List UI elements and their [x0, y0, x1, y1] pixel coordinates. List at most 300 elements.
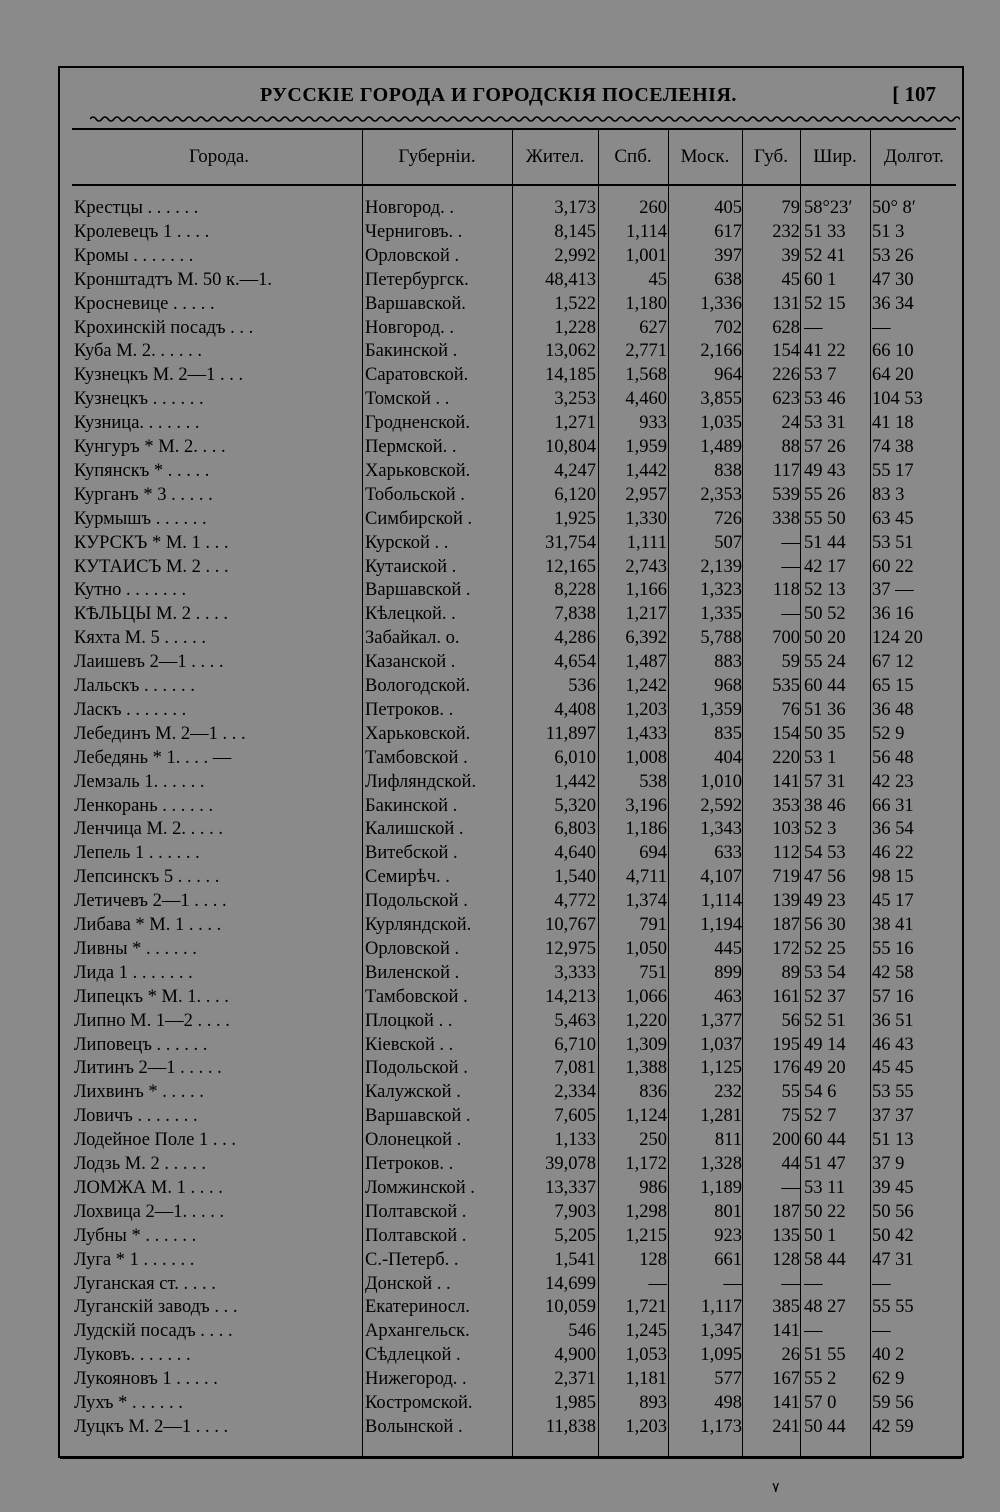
latitude-cell: —	[804, 317, 823, 338]
col-header-gub: Губерніи.	[398, 146, 476, 167]
col-header-msk: Моск.	[680, 146, 730, 167]
dist-moscow-cell: 507	[714, 532, 742, 553]
latitude-cell: 55 2	[804, 1369, 837, 1390]
gubernia-cell: Плоцкой . .	[365, 1010, 453, 1031]
city-name-cell: Купянскъ * . . . . .	[74, 460, 210, 481]
gubernia-cell: Орловской .	[365, 938, 460, 959]
dist-spb-cell: 933	[639, 413, 667, 434]
latitude-cell: 49 14	[804, 1034, 846, 1055]
dist-spb-cell: 1,220	[625, 1010, 667, 1031]
latitude-cell: 60 1	[804, 269, 837, 290]
dist-spb-cell: 694	[639, 843, 667, 864]
latitude-cell: 53 46	[804, 389, 846, 410]
table-row	[60, 746, 960, 770]
longitude-cell: 51 3	[872, 221, 905, 242]
longitude-cell: 60 22	[872, 556, 914, 577]
gubernia-cell: Саратовской.	[365, 365, 469, 386]
population-cell: 48,413	[545, 269, 596, 290]
table-row	[60, 531, 960, 555]
gubernia-cell: Калишской .	[365, 819, 464, 840]
table-row	[60, 1319, 960, 1343]
dist-moscow-cell: 1,189	[700, 1177, 742, 1198]
table-row	[60, 650, 960, 674]
gubernia-cell: Варшавской .	[365, 580, 471, 601]
dist-gub-cell: 56	[781, 1010, 800, 1031]
city-name-cell: Лубны * . . . . . .	[74, 1225, 197, 1246]
latitude-cell: 52 37	[804, 986, 846, 1007]
city-name-cell: Лодзь М. 2 . . . . .	[74, 1154, 207, 1174]
population-cell: 1,540	[554, 867, 596, 888]
population-cell: 1,985	[554, 1393, 596, 1413]
dist-moscow-cell: 1,114	[701, 891, 742, 912]
gubernia-cell: Калужской .	[365, 1082, 461, 1103]
gubernia-cell: Тамбовской .	[365, 747, 468, 768]
table-row	[60, 889, 960, 913]
population-cell: 14,699	[545, 1273, 596, 1294]
dist-moscow-cell: 1,359	[700, 699, 742, 720]
city-name-cell: Ленкорань . . . . . .	[74, 795, 214, 816]
latitude-cell: 56 30	[804, 915, 846, 935]
dist-moscow-cell: 638	[714, 269, 742, 290]
city-name-cell: Ливны * . . . . . .	[74, 938, 197, 959]
longitude-cell: 83 3	[872, 484, 905, 505]
dist-gub-cell: 128	[772, 1249, 800, 1270]
gubernia-cell: Гродненской.	[365, 413, 470, 434]
dist-moscow-cell: 838	[714, 460, 742, 481]
dist-spb-cell: 260	[639, 198, 667, 218]
latitude-cell: 52 51	[804, 1010, 846, 1031]
population-cell: 4,640	[554, 843, 596, 864]
city-name-cell: Курганъ * 3 . . . . .	[74, 484, 213, 505]
longitude-cell: 37 9	[872, 1154, 905, 1174]
latitude-cell: 41 22	[804, 341, 846, 362]
dist-spb-cell: 1,203	[625, 699, 667, 720]
table-row	[60, 483, 960, 507]
longitude-cell: 124 20	[872, 628, 923, 649]
table-row	[60, 913, 960, 937]
longitude-cell: 53 26	[872, 245, 914, 266]
longitude-cell: 65 15	[872, 676, 914, 696]
gubernia-cell: Екатериносл.	[365, 1297, 470, 1318]
table-row	[60, 1152, 960, 1176]
dist-moscow-cell: 1,489	[700, 437, 742, 457]
dist-spb-cell: 1,066	[625, 986, 667, 1007]
dist-gub-cell: —	[781, 1273, 800, 1294]
latitude-cell: 51 36	[804, 699, 846, 720]
gubernia-cell: Курляндской.	[365, 915, 472, 935]
population-cell: 536	[568, 676, 596, 696]
dist-gub-cell: 195	[772, 1034, 800, 1055]
city-name-cell: КѢЛЬЦЫ М. 2 . . . .	[74, 604, 228, 625]
table-row	[60, 1391, 960, 1415]
dist-moscow-cell: 811	[714, 1130, 742, 1151]
dist-gub-cell: 44	[781, 1154, 800, 1174]
table-row	[60, 674, 960, 698]
gubernia-cell: Харьковской.	[365, 723, 471, 744]
latitude-cell: 50 1	[804, 1225, 837, 1246]
longitude-cell: 39 45	[872, 1177, 914, 1198]
longitude-cell: 66 31	[872, 795, 914, 816]
latitude-cell: 50 44	[804, 1416, 846, 1437]
city-name-cell: Луцкъ М. 2—1 . . . .	[74, 1416, 229, 1437]
population-cell: 2,334	[554, 1082, 596, 1103]
table-row	[60, 268, 960, 292]
latitude-cell: 49 23	[804, 891, 846, 912]
population-cell: 7,605	[554, 1106, 596, 1127]
table-row	[60, 1056, 960, 1080]
dist-spb-cell: 1,186	[625, 819, 667, 840]
page-title: РУССКІЕ ГОРОДА И ГОРОДСКІЯ ПОСЕЛЕНІЯ.	[260, 84, 737, 106]
latitude-cell: 50 22	[804, 1201, 846, 1222]
city-name-cell: Липецкъ * М. 1. . . .	[74, 986, 229, 1007]
gubernia-cell: Архангельск.	[365, 1321, 470, 1342]
dist-moscow-cell: 1,343	[700, 819, 742, 840]
population-cell: 39,078	[545, 1154, 596, 1174]
city-name-cell: Лохвица 2—1. . . . .	[74, 1201, 225, 1222]
table-row	[60, 722, 960, 746]
population-cell: 4,654	[554, 652, 596, 673]
dist-gub-cell: 103	[772, 819, 800, 840]
longitude-cell: 36 16	[872, 604, 914, 625]
dist-spb-cell: 1,442	[625, 460, 667, 481]
dist-gub-cell: 45	[781, 269, 800, 290]
latitude-cell: 52 3	[804, 819, 837, 840]
longitude-cell: 56 48	[872, 747, 914, 768]
dist-spb-cell: 1,172	[625, 1154, 667, 1174]
gubernia-cell: Витебской .	[365, 843, 458, 864]
latitude-cell: 53 54	[804, 962, 846, 983]
city-name-cell: Луганскій заводъ . . .	[74, 1297, 238, 1318]
table-row	[60, 459, 960, 483]
longitude-cell: 42 59	[872, 1416, 914, 1437]
table-row	[60, 770, 960, 794]
longitude-cell: 38 41	[872, 915, 914, 935]
table-row	[60, 1248, 960, 1272]
population-cell: 10,804	[545, 437, 596, 457]
longitude-cell: 63 45	[872, 508, 914, 529]
dist-moscow-cell: 883	[714, 652, 742, 673]
table-row	[60, 411, 960, 435]
dist-gub-cell: 141	[772, 1393, 800, 1413]
latitude-cell: 55 24	[804, 652, 846, 673]
dist-moscow-cell: 1,323	[700, 580, 742, 601]
population-cell: 10,767	[545, 915, 596, 935]
dist-spb-cell: 1,181	[625, 1369, 667, 1390]
city-name-cell: Лальскъ . . . . . .	[74, 676, 195, 696]
population-cell: 546	[568, 1321, 596, 1342]
population-cell: 12,975	[545, 938, 596, 959]
latitude-cell: 57 31	[804, 771, 846, 792]
dist-gub-cell: 139	[772, 891, 800, 912]
longitude-cell: 55 16	[872, 938, 914, 959]
gubernia-cell: Подольской .	[365, 891, 468, 912]
city-name-cell: Кузница. . . . . . .	[74, 413, 200, 434]
dist-spb-cell: 3,196	[625, 795, 667, 816]
dist-moscow-cell: 1,347	[700, 1321, 742, 1342]
dist-gub-cell: 141	[772, 771, 800, 792]
table-row	[60, 1295, 960, 1319]
dist-moscow-cell: 835	[714, 723, 742, 744]
population-cell: 1,522	[554, 293, 596, 314]
city-name-cell: ЛОМЖА М. 1 . . . .	[74, 1177, 223, 1198]
dist-gub-cell: 226	[772, 365, 800, 386]
dist-spb-cell: 1,166	[625, 580, 667, 601]
population-cell: 14,213	[545, 986, 596, 1007]
dist-spb-cell: 1,487	[625, 652, 667, 673]
latitude-cell: 58°23′	[804, 198, 853, 218]
table-row	[60, 1033, 960, 1057]
dist-moscow-cell: 445	[714, 938, 742, 959]
dist-moscow-cell: 1,010	[700, 771, 742, 792]
city-name-cell: Кросневице . . . . .	[74, 293, 215, 314]
dist-moscow-cell: 1,173	[700, 1416, 742, 1437]
city-name-cell: Луковъ. . . . . . .	[74, 1345, 191, 1366]
table-row	[60, 602, 960, 626]
gubernia-cell: Петербургск.	[365, 269, 469, 290]
longitude-cell: 57 16	[872, 986, 914, 1007]
gubernia-cell: Тамбовской .	[365, 986, 468, 1007]
dist-spb-cell: 1,180	[625, 293, 667, 314]
city-name-cell: Лебедянь * 1. . . . —	[74, 747, 232, 768]
dist-gub-cell: 75	[781, 1106, 800, 1127]
longitude-cell: 67 12	[872, 652, 914, 673]
table-row	[60, 363, 960, 387]
latitude-cell: 52 25	[804, 938, 846, 959]
city-name-cell: КУТАИСЪ М. 2 . . .	[74, 556, 229, 577]
dist-moscow-cell: 1,035	[700, 413, 742, 434]
city-name-cell: Лаишевъ 2—1 . . . .	[74, 652, 224, 673]
dist-gub-cell: 338	[772, 508, 800, 529]
city-name-cell: Литинъ 2—1 . . . . .	[74, 1058, 222, 1079]
table-row	[60, 1272, 960, 1296]
city-name-cell: Луганская ст. . . . .	[74, 1273, 216, 1294]
city-name-cell: Ленчица М. 2. . . . .	[74, 819, 224, 840]
gubernia-cell: Волынской .	[365, 1416, 463, 1437]
city-name-cell: Ловичъ . . . . . . .	[74, 1106, 198, 1127]
dist-gub-cell: 220	[772, 747, 800, 768]
population-cell: 13,337	[545, 1177, 596, 1198]
latitude-cell: 53 7	[804, 365, 837, 386]
longitude-cell: 64 20	[872, 365, 914, 386]
longitude-cell: 37 —	[872, 580, 914, 601]
dist-moscow-cell: 964	[714, 365, 742, 386]
longitude-cell: 47 30	[872, 269, 914, 290]
dist-moscow-cell: 498	[714, 1393, 742, 1413]
dist-spb-cell: 627	[639, 317, 667, 338]
table-row	[60, 698, 960, 722]
dist-moscow-cell: 2,353	[700, 484, 742, 505]
latitude-cell: 50 20	[804, 628, 846, 649]
dist-moscow-cell: 404	[714, 747, 742, 768]
gubernia-cell: Забайкал. о.	[365, 628, 460, 649]
dist-spb-cell: 1,298	[625, 1201, 667, 1222]
dist-gub-cell: 24	[781, 413, 800, 434]
longitude-cell: 45 17	[872, 891, 914, 912]
dist-gub-cell: 88	[781, 437, 800, 457]
dist-gub-cell: 161	[772, 986, 800, 1007]
dist-spb-cell: 1,568	[625, 365, 667, 386]
dist-spb-cell: 1,114	[626, 221, 667, 242]
longitude-cell: 36 51	[872, 1010, 914, 1031]
dist-spb-cell: 45	[648, 269, 667, 290]
longitude-cell: 36 34	[872, 293, 914, 314]
population-cell: 5,463	[554, 1010, 596, 1031]
table-row	[60, 1104, 960, 1128]
dist-moscow-cell: 2,139	[700, 556, 742, 577]
dist-moscow-cell: 1,125	[700, 1058, 742, 1079]
col-header-city: Города.	[188, 146, 250, 167]
population-cell: 31,754	[545, 532, 596, 553]
longitude-cell: 62 9	[872, 1369, 905, 1390]
table-row	[60, 507, 960, 531]
dist-gub-cell: 385	[772, 1297, 800, 1318]
dist-spb-cell: 6,392	[625, 628, 667, 649]
latitude-cell: 50 35	[804, 723, 846, 744]
dist-moscow-cell: 4,107	[700, 867, 742, 888]
table-row	[60, 626, 960, 650]
dist-gub-cell: 719	[772, 867, 800, 888]
dist-spb-cell: 1,388	[625, 1058, 667, 1079]
longitude-cell: 50 42	[872, 1225, 914, 1246]
dist-spb-cell: 4,460	[625, 389, 667, 410]
population-cell: 11,897	[545, 723, 596, 744]
gubernia-cell: Кіевской . .	[365, 1034, 454, 1055]
gubernia-cell: Кѣлецкой. .	[365, 604, 456, 625]
gubernia-cell: Бакинской .	[365, 795, 458, 816]
population-cell: 1,133	[554, 1130, 596, 1151]
latitude-cell: 49 43	[804, 460, 846, 481]
dist-moscow-cell: 617	[714, 221, 742, 242]
longitude-cell: —	[872, 1321, 891, 1342]
dist-gub-cell: 200	[772, 1130, 800, 1151]
dist-gub-cell: 187	[772, 915, 800, 935]
latitude-cell: 57 0	[804, 1393, 837, 1413]
dist-moscow-cell: 3,855	[700, 389, 742, 410]
table-row	[60, 1415, 960, 1439]
dist-gub-cell: 112	[772, 843, 800, 864]
longitude-cell: 47 31	[872, 1249, 914, 1270]
dist-gub-cell: 117	[772, 460, 800, 481]
dist-gub-cell: 187	[772, 1201, 800, 1222]
table-row	[60, 985, 960, 1009]
latitude-cell: 53 1	[804, 747, 837, 768]
latitude-cell: 51 47	[804, 1154, 846, 1174]
dist-spb-cell: 1,433	[625, 723, 667, 744]
longitude-cell: 37 37	[872, 1106, 914, 1127]
gubernia-cell: Подольской .	[365, 1058, 468, 1079]
city-name-cell: Крохинскій посадъ . . .	[74, 317, 254, 338]
table-row	[60, 1224, 960, 1248]
population-cell: 3,173	[554, 198, 596, 218]
city-name-cell: Ласкъ . . . . . . .	[74, 699, 187, 720]
ornamental-rule	[90, 114, 960, 124]
longitude-cell: 51 13	[872, 1130, 914, 1151]
population-cell: 4,900	[554, 1345, 596, 1366]
dist-spb-cell: 2,957	[625, 484, 667, 505]
city-name-cell: Лухъ * . . . . . .	[74, 1393, 183, 1413]
dist-moscow-cell: 726	[714, 508, 742, 529]
dist-moscow-cell: 2,592	[700, 795, 742, 816]
table-row	[60, 578, 960, 602]
dist-moscow-cell: 1,037	[700, 1034, 742, 1055]
gubernia-cell: С.-Петерб. .	[365, 1249, 459, 1270]
population-cell: 13,062	[545, 341, 596, 362]
population-cell: 10,059	[545, 1297, 596, 1318]
longitude-cell: 104 53	[872, 389, 923, 410]
bottom-rule	[60, 1456, 962, 1459]
table-row	[60, 1009, 960, 1033]
population-cell: 4,286	[554, 628, 596, 649]
dist-gub-cell: 118	[772, 580, 800, 601]
dist-spb-cell: 1,215	[625, 1225, 667, 1246]
population-cell: 1,228	[554, 317, 596, 338]
dist-spb-cell: 1,008	[625, 747, 667, 768]
longitude-cell: 55 55	[872, 1297, 914, 1318]
table-row	[60, 937, 960, 961]
dist-moscow-cell: 2,166	[700, 341, 742, 362]
dist-gub-cell: 79	[781, 198, 800, 218]
table-row	[60, 244, 960, 268]
city-name-cell: Лемзаль 1. . . . . .	[74, 771, 205, 792]
population-cell: 5,205	[554, 1225, 596, 1246]
city-name-cell: Куба М. 2. . . . . .	[74, 341, 203, 362]
dist-moscow-cell: 232	[714, 1082, 742, 1103]
latitude-cell: 51 44	[804, 532, 846, 553]
dist-gub-cell: 76	[781, 699, 800, 720]
latitude-cell: 52 41	[804, 245, 846, 266]
table-row	[60, 387, 960, 411]
gubernia-cell: Пермской. .	[365, 437, 457, 457]
dist-moscow-cell: 1,377	[700, 1010, 742, 1031]
longitude-cell: 52 9	[872, 723, 905, 744]
city-name-cell: Либава * М. 1 . . . .	[74, 915, 222, 935]
dist-moscow-cell: 405	[714, 198, 742, 218]
population-cell: 7,081	[554, 1058, 596, 1079]
dist-spb-cell: 1,050	[625, 938, 667, 959]
longitude-cell: 36 54	[872, 819, 914, 840]
city-name-cell: Лихвинъ * . . . . .	[74, 1082, 204, 1103]
latitude-cell: 54 53	[804, 843, 846, 864]
dist-gub-cell: —	[781, 604, 800, 625]
dist-gub-cell: 535	[772, 676, 800, 696]
longitude-cell: 74 38	[872, 437, 914, 457]
city-name-cell: Кузнецкъ . . . . . .	[74, 389, 204, 410]
population-cell: 1,541	[554, 1249, 596, 1270]
dist-gub-cell: 135	[772, 1225, 800, 1246]
latitude-cell: 53 31	[804, 413, 846, 434]
dist-spb-cell: 893	[639, 1393, 667, 1413]
latitude-cell: 48 27	[804, 1297, 846, 1318]
table-row	[60, 435, 960, 459]
dist-moscow-cell: 397	[714, 245, 742, 266]
longitude-cell: 59 56	[872, 1393, 914, 1413]
latitude-cell: 50 52	[804, 604, 846, 625]
population-cell: 6,120	[554, 484, 596, 505]
dist-spb-cell: 1,242	[625, 676, 667, 696]
page-number: [ 107	[892, 82, 936, 106]
city-name-cell: Кунгуръ * М. 2. . . .	[74, 437, 226, 457]
gubernia-cell: Ломжинской .	[365, 1177, 475, 1198]
population-cell: 6,010	[554, 747, 596, 768]
table-row	[60, 817, 960, 841]
city-name-cell: Крестцы . . . . . .	[74, 198, 199, 218]
dist-spb-cell: 2,743	[625, 556, 667, 577]
dist-gub-cell: 172	[772, 938, 800, 959]
city-name-cell: Лепель 1 . . . . . .	[74, 843, 200, 864]
dist-moscow-cell: 801	[714, 1201, 742, 1222]
latitude-cell: 55 26	[804, 484, 846, 505]
latitude-cell: 55 50	[804, 508, 846, 529]
